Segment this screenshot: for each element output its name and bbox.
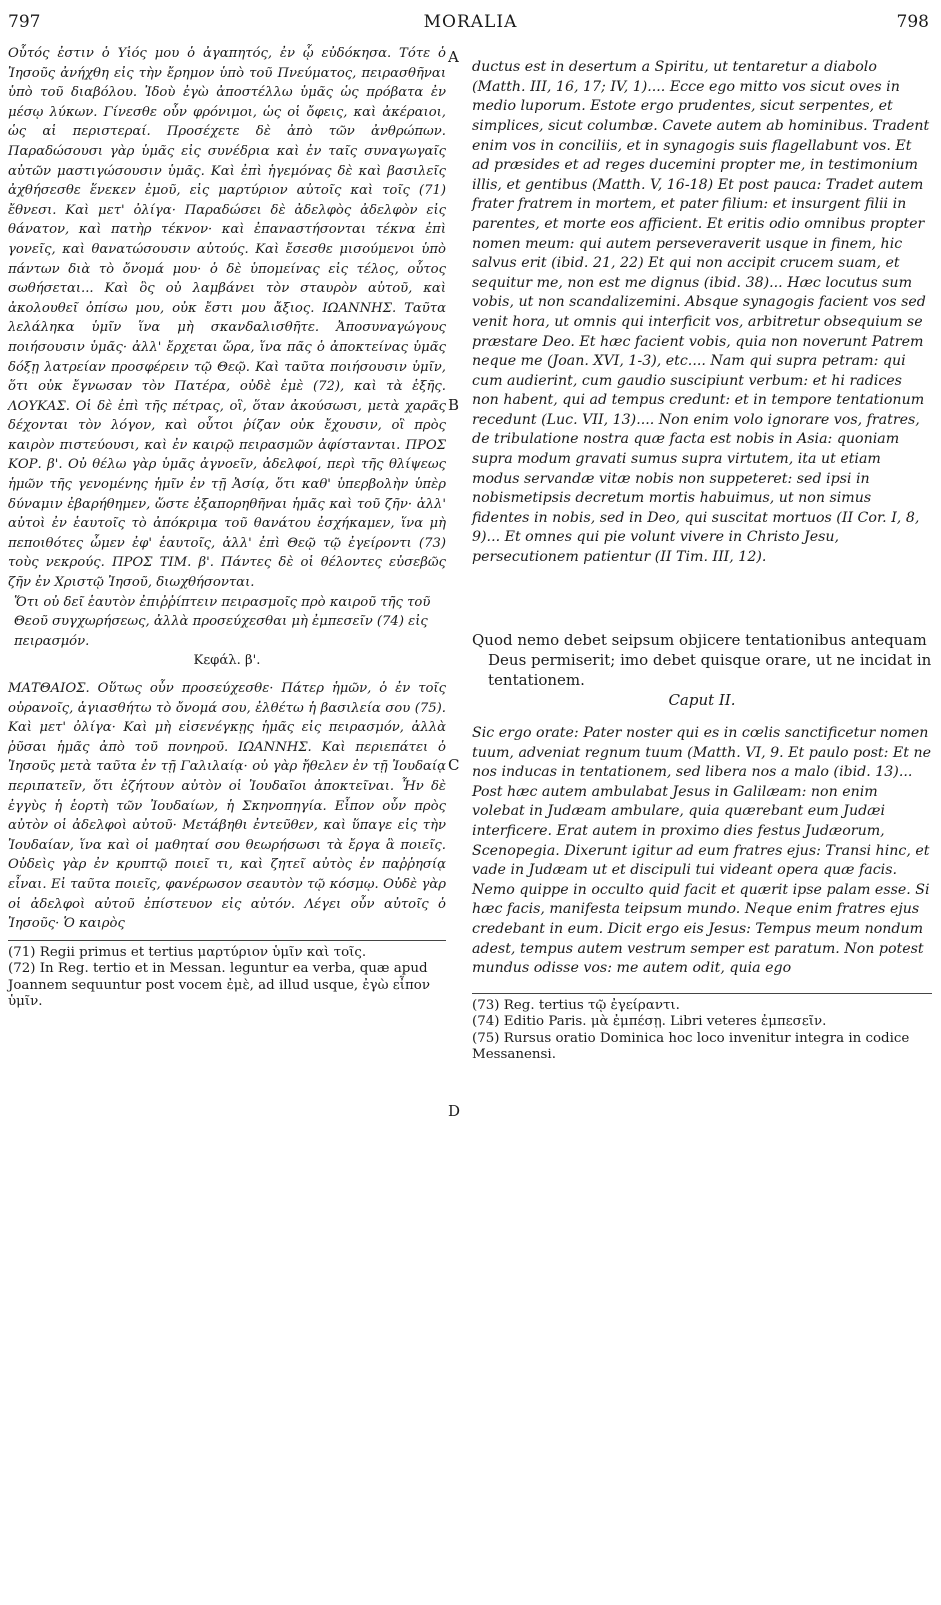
footnote-72: (72) In Reg. tertio et in Messan. leguntur ea verba, quæ apud Joannem sequuntur post vocem ἐμὲ, ad illud usque, ἐγὼ εἶπον ὑμῖν. [8,961,430,1010]
latin-column [472,44,932,1064]
footnote-divider [8,940,446,941]
footnote-71: (71) Regii primus et tertius μαρτύριον ὑμῖν καὶ τοῖς. [8,944,367,960]
footnote-74: (74) Editio Paris. μὰ ἐμπέσῃ. Libri veteres ἐμπεσεῖν. [472,1014,827,1030]
greek-paragraph-2: ΜΑΤΘΑΙΟΣ. Οὕτως οὖν προσεύχεσθε· Πάτερ ἡμῶν, ὁ ἐν τοῖς οὐρανοῖς, ἁγιασθήτω τὸ ὄνομά σου, ἐλθέτω ἡ βασιλεία σου (75). Καὶ μετ' ὀλίγα· Καὶ μὴ εἰσενέγκῃς ἡμᾶς εἰς πειρασμόν, ἀλλὰ ῥῦσαι ἡμᾶς ἀπὸ τοῦ πονηροῦ. ΙΩΑΝΝΗΣ. Καὶ περιεπάτει ὁ Ἰησοῦς μετὰ ταῦτα ἐν τῇ Γαλιλαίᾳ· οὐ γὰρ ἤθελεν ἐν τῇ Ἰουδαίᾳ περιπατεῖν, ὅτι ἐζήτουν αὐτὸν οἱ Ἰουδαῖοι ἀποκτεῖναι. Ἦν δὲ ἐγγὺς ἡ ἑορτὴ τῶν Ἰουδαίων, ἡ Σκηνοπηγία. Εἶπον οὖν πρὸς αὐτὸν οἱ ἀδελφοὶ αὐτοῦ· Μετάβηθι ἐντεῦθεν, καὶ ὕπαγε εἰς τὴν Ἰουδαίαν, ἵνα καὶ οἱ μαθηταί σου θεωρήσωσι τὰ ἔργα ἃ ποιεῖς. Οὐδεὶς γὰρ ἐν κρυπτῷ ποιεῖ τι, καὶ ζητεῖ αὐτὸς ἐν παῤῥησίᾳ εἶναι. Εἰ ταῦτα ποιεῖς, φανέρωσον σεαυτὸν τῷ κόσμῳ. Οὐδὲ γὰρ οἱ ἀδελφοὶ αὐτοῦ ἐπίστευον εἰς αὐτόν. Λέγει οὖν αὐτοῖς ὁ Ἰησοῦς· Ὁ καιρὸς [8,681,446,932]
margin-marker-c: C [448,756,460,774]
running-title: MORALIA [423,12,518,32]
greek-chapter-label: Κεφάλ. β'. [193,653,261,669]
page-header [0,0,941,40]
latin-section-heading: Quod nemo debet seipsum objicere tentationibus antequam Deus permiserit; imo debet quisque orare, ut ne incidat in tentationem. [472,630,932,689]
page-number-right: 798 [896,12,929,32]
latin-chapter-label: Caput II. [668,690,736,709]
footnote-75: (75) Rursus oratio Dominica hoc loco invenitur integra in codice Messanensi. [472,1030,910,1063]
margin-marker-b: B [448,396,460,414]
margin-marker-a: A [448,48,459,66]
greek-column [8,44,446,1011]
page-number-left: 797 [8,12,41,32]
greek-paragraph-1: Οὗτός ἐστιν ὁ Υἱός μου ὁ ἀγαπητός, ἐν ᾧ εὐδόκησα. Τότε ὁ Ἰησοῦς ἀνήχθη εἰς τὴν ἔρημον ὑπὸ τοῦ Πνεύματος, πειρασθῆναι ὑπὸ τοῦ διαβόλου. Ἰδοὺ ἐγὼ ἀποστέλλω ὑμᾶς ὡς πρόβατα ἐν μέσῳ λύκων. Γίνεσθε οὖν φρόνιμοι, ὡς οἱ ὄφεις, καὶ ἀκέραιοι, ὡς αἱ περιστεραί. Προσέχετε δὲ ἀπὸ τῶν ἀνθρώπων. Παραδώσουσι γὰρ ὑμᾶς εἰς συνέδρια καὶ ἐν ταῖς συναγωγαῖς αὐτῶν μαστιγώσουσιν ὑμᾶς. Καὶ ἐπὶ ἡγεμόνας δὲ καὶ βασιλεῖς ἀχθήσεσθε ἕνεκεν ἐμοῦ, εἰς μαρτύριον αὐτοῖς καὶ τοῖς (71) ἔθνεσι. Καὶ μετ' ὀλίγα· Παραδώσει δὲ ἀδελφὸς ἀδελφὸν εἰς θάνατον, καὶ πατὴρ τέκνον· καὶ ἐπαναστήσονται τέκνα ἐπὶ γονεῖς, καὶ θανατώσουσιν αὐτούς. Καὶ ἔσεσθε μισούμενοι ὑπὸ πάντων διὰ τὸ ὄνομά μου· ὁ δὲ ὑπομείνας εἰς τέλος, οὗτος σωθήσεται... Καὶ ὃς οὐ λαμβάνει τὸν σταυρὸν αὐτοῦ, καὶ ἀκολουθεῖ ὀπίσω μου, οὐκ ἔστι μου ἄξιος. ΙΩΑΝΝΗΣ. Ταῦτα λελάληκα ὑμῖν ἵνα μὴ σκανδαλισθῆτε. Ἀποσυναγώγους ποιήσουσιν ὑμᾶς· ἀλλ' ἔρχεται ὥρα, ἵνα πᾶς ὁ ἀποκτείνας ὑμᾶς δόξῃ λατρείαν προσφέρειν τῷ Θεῷ. Καὶ ταῦτα ποιήσουσιν ὑμῖν, ὅτι οὐκ ἔγνωσαν τὸν Πατέρα, οὐδὲ ἐμὲ (72), καὶ τὰ ἑξῆς. ΛΟΥΚΑΣ. Οἱ δὲ ἐπὶ τῆς πέτρας, οἳ, ὅταν ἀκούσωσι, μετὰ χαρᾶς δέχονται τὸν λόγον, καὶ οὗτοι ῥίζαν οὐκ ἔχουσιν, οἳ πρὸς καιρὸν πιστεύουσι, καὶ ἐν καιρῷ πειρασμῶν ἀφίστανται. ΠΡΟΣ ΚΟΡ. β'. Οὐ θέλω γὰρ ὑμᾶς ἀγνοεῖν, ἀδελφοί, περὶ τῆς θλίψεως ἡμῶν τῆς γενομένης ἡμῖν ἐν τῇ Ἀσίᾳ, ὅτι καθ' ὑπερβολὴν ὑπὲρ δύναμιν ἐβαρήθημεν, ὥστε ἐξαπορηθῆναι ἡμᾶς καὶ τοῦ ζῆν· ἀλλ' αὐτοὶ ἐν ἑαυτοῖς τὸ ἀπόκριμα τοῦ θανάτου ἐσχήκαμεν, ἵνα μὴ πεποιθότες ὦμεν ἐφ' ἑαυτοῖς, ἀλλ' ἐπὶ Θεῷ τῷ ἐγείροντι (73) τοὺς νεκρούς. ΠΡΟΣ ΤΙΜ. β'. Πάντες δὲ οἱ θέλοντες εὐσεβῶς ζῆν ἐν Χριστῷ Ἰησοῦ, διωχθήσονται. [8,46,446,591]
footnote-divider-right [472,993,932,994]
latin-paragraph-1: ductus est in desertum a Spiritu, ut tentaretur a diabolo (Matth. III, 16, 17; IV, 1).... Ecce ego mitto vos sicut oves in medio luporum. Estote ergo prudentes, sicut serpentes, et simplices, sicut columbæ. Cavete autem ab hominibus. Tradent enim vos in conciliis, et in synagogis suis flagellabunt vos. Et ad præsides et ad reges ducemini propter me, in testimonium illis, et gentibus (Matth. V, 16-18) Et post pauca: Tradet autem frater fratrem in mortem, et pater filium: et insurgent filii in parentes, et morte eos afficient. Et eritis odio omnibus propter nomen meum: qui autem perseveraverit usque in finem, hic salvus erit (ibid. 21, 22) Et qui non accipit crucem suam, et sequitur me, non est me dignus (ibid. 38)... Hæc locutus sum vobis, ut non scandalizemini. Absque synagogis facient vos sed venit hora, ut omnis qui interficit vos, arbitretur obsequium se præstare Deo. Et hæc facient vobis, quia non noverunt Patrem neque me (Joan. XVI, 1-3), etc.... Nam qui supra petram: qui cum audierint, cum gaudio suscipiunt verbum: et hi radices non habent, qui ad tempus credunt: et in tempore tentationum recedunt (Luc. VII, 13).... Non enim volo ignorare vos, fratres, de tribulatione nostra quæ facta est nobis in Asia: quoniam supra modum gravati sumus supra virtutem, ita ut etiam modus servandæ vitæ nobis non suppeteret: sed ipsi in nobismetipsis decretum mortis habuimus, ut non simus fidentes in nobis, sed in Deo, qui suscitat mortuos (II Cor. I, 8, 9)... Et omnes qui pie volunt vivere in Christo Jesu, persecutionem patientur (II Tim. III, 12). [472,59,930,566]
margin-marker-d: D [448,1102,461,1120]
footnote-73: (73) Reg. tertius τῷ ἐγείραντι. [472,997,680,1013]
greek-section-heading: Ὅτι οὐ δεῖ ἑαυτὸν ἐπιῤῥίπτειν πειρασμοῖς πρὸ καιροῦ τῆς τοῦ Θεοῦ συγχωρήσεως, ἀλλὰ προσεύχεσθαι μὴ ἐμπεσεῖν (74) εἰς πειρασμόν. [14,594,431,649]
latin-paragraph-2: Sic ergo orate: Pater noster qui es in cœlis sanctificetur nomen tuum, adveniat regnum tuum (Matth. VI, 9. Et paulo post: Et ne nos inducas in tentationem, sed libera nos a malo (ibid. 13)... Post hæc autem ambulabat Jesus in Galilæam: non enim volebat in Judæam ambulare, quia quærebant eum Judæi interficere. Erat autem in proximo dies festus Judæorum, Scenopegia. Dixerunt igitur ad eum fratres ejus: Transi hinc, et vade in Judæam ut et discipuli tui videant opera quæ facis. Nemo quippe in occulto quid facit et quærit ipse palam esse. Si hæc facis, manifesta teipsum mundo. Neque enim fratres ejus credebant in eum. Dicit ergo eis Jesus: Tempus meum nondum adest, tempus autem vestrum semper est paratum. Non potest mundus odisse vos: me autem odit, quia ego [472,725,932,977]
